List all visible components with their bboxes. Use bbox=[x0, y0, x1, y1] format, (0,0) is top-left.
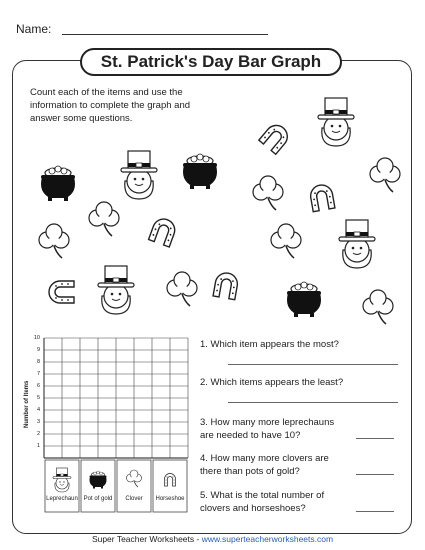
y-tick-label: 10 bbox=[33, 335, 40, 341]
y-tick-label: 7 bbox=[36, 371, 40, 377]
answer-line-4[interactable] bbox=[356, 474, 394, 475]
graph-grid bbox=[44, 338, 188, 458]
y-tick-label: 1 bbox=[36, 443, 40, 449]
category-box bbox=[153, 460, 187, 512]
question-4: 4. How many more clovers are there than pots of gold? bbox=[200, 453, 329, 477]
y-tick-label: 8 bbox=[36, 359, 40, 365]
question-1: 1. Which item appears the most? bbox=[200, 339, 339, 350]
footer-link[interactable]: www.superteacherworksheets.com bbox=[201, 534, 334, 544]
answer-line-3[interactable] bbox=[356, 438, 394, 439]
answer-line-1[interactable] bbox=[228, 364, 398, 365]
y-tick-label: 4 bbox=[36, 407, 40, 413]
y-tick-label: 5 bbox=[36, 395, 40, 401]
instructions: Count each of the items and use the information to complete the graph and answer some questions. bbox=[30, 87, 191, 124]
answer-line-5[interactable] bbox=[356, 511, 394, 512]
category-label: Clover bbox=[125, 496, 143, 502]
category-label: Pot of gold bbox=[83, 496, 113, 502]
answer-line-2[interactable] bbox=[228, 402, 398, 403]
question-3: 3. How many more leprechauns are needed to have 10? bbox=[200, 417, 335, 441]
footer bbox=[0, 534, 425, 544]
question-2: 2. Which items appears the least? bbox=[200, 377, 344, 388]
y-tick-label: 2 bbox=[36, 431, 40, 437]
y-tick-label: 6 bbox=[36, 383, 40, 389]
question-5: 5. What is the total number of clovers and horseshoes? bbox=[200, 490, 325, 514]
footer-brand: Super Teacher Worksheets bbox=[91, 534, 195, 544]
category-label: Leprechaun bbox=[46, 496, 78, 502]
footer-separator: - bbox=[194, 534, 202, 544]
worksheet-title: St. Patrick's Day Bar Graph bbox=[80, 48, 342, 76]
name-label: Name: bbox=[16, 22, 52, 36]
y-tick-label: 9 bbox=[36, 347, 40, 353]
y-axis-label: Number of Items bbox=[24, 380, 30, 428]
category-box bbox=[117, 460, 151, 512]
category-label: Horseshoe bbox=[155, 496, 185, 502]
y-tick-label: 3 bbox=[36, 419, 40, 425]
